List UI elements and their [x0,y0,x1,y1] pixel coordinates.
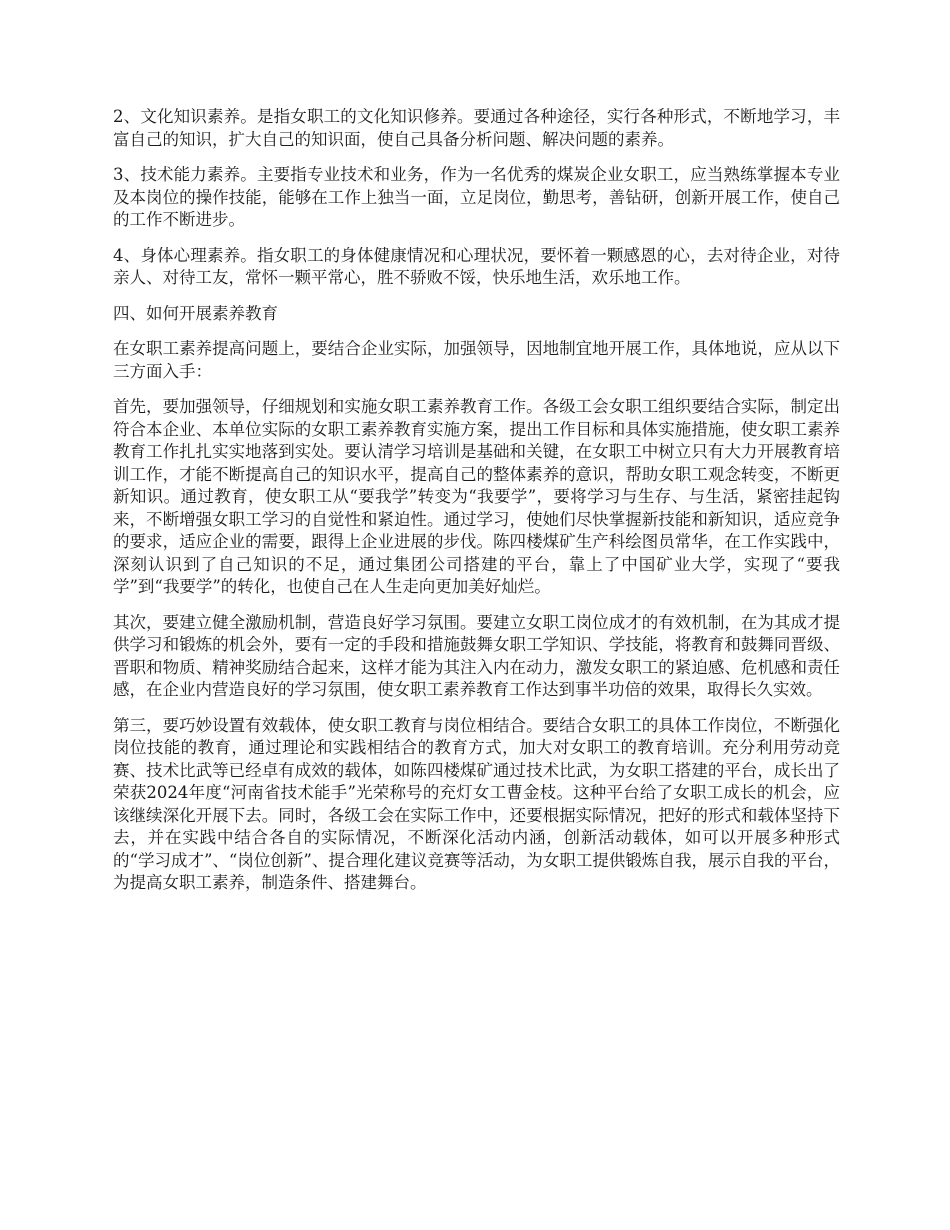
paragraph-first: 首先，要加强领导，仔细规划和实施女职工素养教育工作。各级工会女职工组织要结合实际，制定出符合本企业、本单位实际的女职工素养教育实施方案，提出工作目标和具体实施措施，使女职工素养教育工作扎扎实实地落到实处。要认清学习培训是基础和关键，在女职工中树立只有大力开展教育培训工作，才能不断提高自己的知识水平，提高自己的整体素养的意识，帮助女职工观念转变，不断更新知识。通过教育，使女职工从“要我学”转变为“我要学”，要将学习与生存、与生活，紧密挂起钩来，不断增强女职工学习的自觉性和紧迫性。通过学习，使她们尽快掌握新技能和新知识，适应竞争的要求，适应企业的需要，跟得上企业进展的步伐。陈四楼煤矿生产科绘图员常华，在工作实践中，深刻认识到了自己知识的不足，通过集团公司搭建的平台，靠上了中国矿业大学，实现了“要我学”到“我要学”的转化，也使自己在人生走向更加美好灿烂。 [113,397,840,596]
paragraph-physical-mental: 4、身体心理素养。指女职工的身体健康情况和心理状况，要怀着一颗感恩的心，去对待企业，对待亲人、对待工友，常怀一颗平常心，胜不骄败不馁，快乐地生活，欢乐地工作。 [113,245,840,287]
paragraph-second: 其次，要建立健全激励机制，营造良好学习氛围。要建立女职工岗位成才的有效机制，在为其成才提供学习和锻炼的机会外，要有一定的手段和措施鼓舞女职工学知识、学技能，将教育和鼓舞同晋级、晋职和物质、精神奖励结合起来，这样才能为其注入内在动力，激发女职工的紧迫感、危机感和责任感，在企业内营造良好的学习氛围，使女职工素养教育工作达到事半功倍的效果，取得长久实效。 [113,612,840,699]
paragraph-technical-ability: 3、技术能力素养。主要指专业技术和业务，作为一名优秀的煤炭企业女职工，应当熟练掌握本专业及本岗位的操作技能，能够在工作上独当一面，立足岗位，勤思考，善钻研，创新开展工作，使自己的工作不断进步。 [113,165,840,229]
document-page [113,106,840,908]
paragraph-intro: 在女职工素养提高问题上，要结合企业实际，加强领导，因地制宜地开展工作，具体地说，应从以下三方面入手： [113,339,840,381]
paragraph-third: 第三，要巧妙设置有效载体，使女职工教育与岗位相结合。要结合女职工的具体工作岗位，不断强化岗位技能的教育，通过理论和实践相结合的教育方式，加大对女职工的教育培训。充分利用劳动竞赛、技术比武等已经卓有成效的载体，如陈四楼煤矿通过技术比武，为女职工搭建的平台，成长出了荣获2024年度“河南省技术能手”光荣称号的充灯女工曹金枝。这种平台给了女职工成长的机会，应该继续深化开展下去。同时，各级工会在实际工作中，还要根据实际情况，把好的形式和载体坚持下去，并在实践中结合各自的实际情况，不断深化活动内涵，创新活动载体，如可以开展多种形式的“学习成才”、“岗位创新”、提合理化建议竞赛等活动，为女职工提供锻炼自我，展示自我的平台，为提高女职工素养，制造条件、搭建舞台。 [113,715,840,892]
section-heading: 四、如何开展素养教育 [113,303,278,323]
paragraph-cultural-literacy: 2、文化知识素养。是指女职工的文化知识修养。要通过各种途径，实行各种形式，不断地学习，丰富自己的知识，扩大自己的知识面，使自己具备分析问题、解决问题的素养。 [113,107,840,149]
